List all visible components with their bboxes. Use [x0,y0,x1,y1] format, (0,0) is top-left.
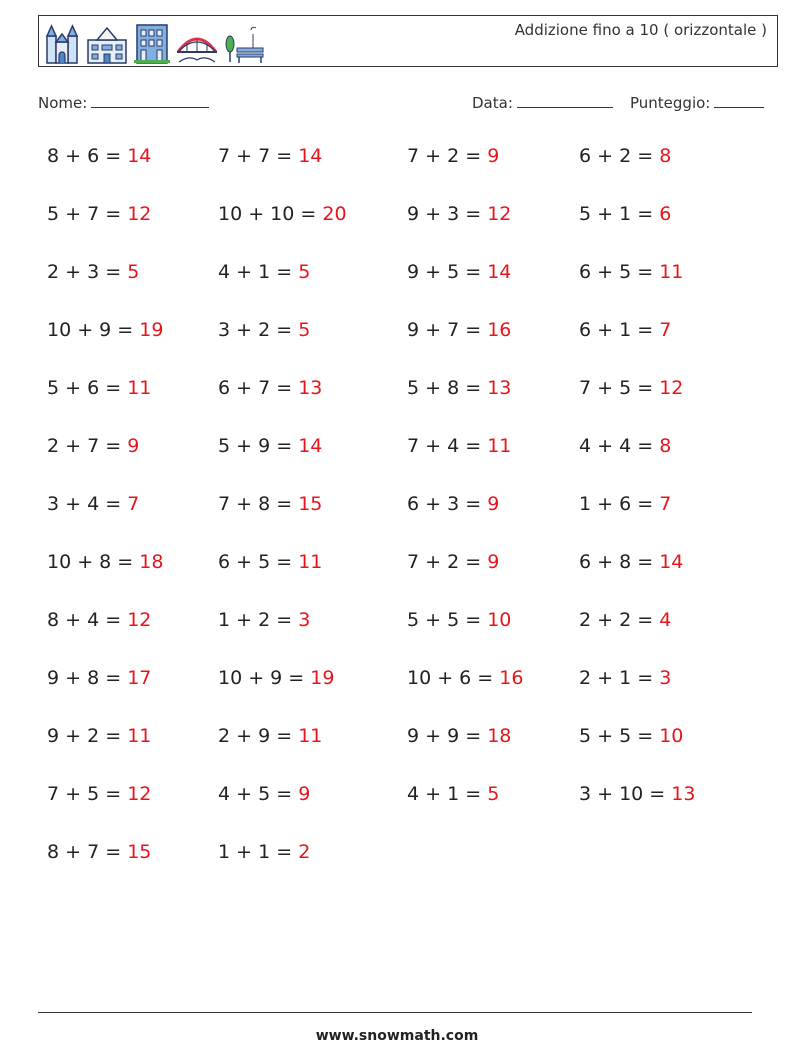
problem-answer: 5 [298,319,311,341]
apartment-building-icon [133,22,171,64]
problem-expression: 1 + 6 = [579,493,660,515]
problem-answer: 6 [659,203,672,225]
addition-problem [579,261,683,283]
problem-row [47,667,767,697]
problem-expression: 2 + 3 = [47,261,128,283]
addition-problem [579,319,671,341]
problem-answer: 16 [499,667,524,689]
problem-expression: 9 + 3 = [407,203,488,225]
problem-row [47,841,767,871]
problem-answer: 5 [127,261,140,283]
problem-answer: 9 [127,435,140,457]
problem-answer: 9 [487,145,500,167]
addition-problem [218,493,322,515]
problem-row [47,261,767,291]
problem-answer: 15 [127,841,152,863]
addition-problem [218,203,347,225]
footer-website: www.snowmath.com [315,1028,479,1044]
problem-answer: 11 [127,377,152,399]
problem-row [47,493,767,523]
problem-answer: 11 [659,261,684,283]
problem-answer: 7 [127,493,140,515]
church-icon [43,22,81,64]
problem-expression: 9 + 2 = [47,725,128,747]
addition-problem [47,319,163,341]
date-field [472,93,613,112]
addition-problem [579,145,671,167]
addition-problem [218,667,334,689]
addition-problem [407,667,523,689]
problem-expression: 2 + 2 = [579,609,660,631]
problem-answer: 5 [487,783,500,805]
problem-answer: 12 [659,377,684,399]
problem-expression: 7 + 5 = [579,377,660,399]
addition-problem [579,551,683,573]
date-label: Data: [472,94,513,112]
problem-expression: 7 + 4 = [407,435,488,457]
problem-answer: 18 [487,725,512,747]
addition-problem [579,203,671,225]
addition-problem [407,493,499,515]
problem-answer: 12 [127,203,152,225]
problem-answer: 8 [659,145,672,167]
score-label: Punteggio: [630,94,711,112]
problem-answer: 18 [139,551,164,573]
problem-expression: 7 + 8 = [218,493,299,515]
problem-row [47,319,767,349]
addition-problem [407,783,499,805]
problem-expression: 9 + 9 = [407,725,488,747]
addition-problem [407,203,511,225]
addition-problem [579,493,671,515]
problem-answer: 3 [298,609,311,631]
addition-problem [218,435,322,457]
addition-problem [47,435,139,457]
problem-expression: 1 + 2 = [218,609,299,631]
problem-answer: 13 [487,377,512,399]
problem-answer: 11 [298,551,323,573]
school-icon [85,22,129,64]
problem-answer: 17 [127,667,152,689]
addition-problem [579,609,671,631]
problem-row [47,203,767,233]
addition-problem [407,261,511,283]
addition-problem [218,609,310,631]
problem-row [47,609,767,639]
problem-answer: 7 [659,319,672,341]
problem-expression: 8 + 4 = [47,609,128,631]
park-bench-icon [223,22,267,64]
problem-expression: 6 + 7 = [218,377,299,399]
worksheet-header [38,15,778,67]
problem-answer: 7 [659,493,672,515]
problem-answer: 14 [298,435,323,457]
addition-problem [47,493,139,515]
problem-answer: 2 [298,841,311,863]
problem-expression: 6 + 5 = [579,261,660,283]
addition-problem [407,377,511,399]
problem-answer: 12 [127,783,152,805]
problem-expression: 10 + 9 = [47,319,140,341]
addition-problem [407,725,511,747]
problem-answer: 3 [659,667,672,689]
problem-row [47,783,767,813]
addition-problem [218,783,310,805]
problem-answer: 14 [127,145,152,167]
addition-problem [407,609,511,631]
addition-problem [47,609,151,631]
problem-expression: 2 + 9 = [218,725,299,747]
name-field [38,93,209,112]
problem-expression: 10 + 9 = [218,667,311,689]
addition-problem [47,145,151,167]
problem-expression: 5 + 6 = [47,377,128,399]
problem-answer: 19 [139,319,164,341]
addition-problem [407,319,511,341]
addition-problem [407,145,499,167]
problem-expression: 6 + 8 = [579,551,660,573]
problem-answer: 9 [487,551,500,573]
addition-problem [579,667,671,689]
footer-divider [38,1012,752,1013]
problem-expression: 6 + 5 = [218,551,299,573]
addition-problem [579,435,671,457]
problem-answer: 14 [298,145,323,167]
problem-expression: 3 + 10 = [579,783,672,805]
problem-expression: 4 + 4 = [579,435,660,457]
problem-answer: 12 [127,609,152,631]
addition-problem [47,203,151,225]
problem-expression: 9 + 7 = [407,319,488,341]
problem-answer: 10 [487,609,512,631]
problem-row [47,377,767,407]
problem-expression: 7 + 2 = [407,145,488,167]
problem-row [47,435,767,465]
problem-expression: 1 + 1 = [218,841,299,863]
problem-expression: 7 + 7 = [218,145,299,167]
problem-expression: 3 + 4 = [47,493,128,515]
addition-problem [218,261,310,283]
addition-problem [47,261,139,283]
problem-answer: 16 [487,319,512,341]
addition-problem [47,783,151,805]
problem-expression: 9 + 5 = [407,261,488,283]
problem-expression: 2 + 7 = [47,435,128,457]
problem-answer: 13 [298,377,323,399]
problem-answer: 5 [298,261,311,283]
problem-expression: 2 + 1 = [579,667,660,689]
problem-expression: 6 + 3 = [407,493,488,515]
worksheet-title: Addizione fino a 10 ( orizzontale ) [514,21,767,39]
addition-problem [47,377,151,399]
problem-row [47,145,767,175]
problem-answer: 11 [127,725,152,747]
addition-problem [218,319,310,341]
bridge-icon [175,22,219,64]
problem-expression: 8 + 6 = [47,145,128,167]
addition-problem [218,145,322,167]
addition-problem [47,725,151,747]
problem-expression: 5 + 9 = [218,435,299,457]
problem-answer: 9 [298,783,311,805]
addition-problem [47,667,151,689]
problem-answer: 15 [298,493,323,515]
problem-expression: 5 + 1 = [579,203,660,225]
problem-answer: 12 [487,203,512,225]
problem-answer: 9 [487,493,500,515]
problem-expression: 5 + 5 = [407,609,488,631]
problem-answer: 11 [298,725,323,747]
problem-expression: 4 + 5 = [218,783,299,805]
problem-expression: 10 + 10 = [218,203,323,225]
addition-problem [47,841,151,863]
addition-problem [218,725,322,747]
problem-expression: 6 + 2 = [579,145,660,167]
problem-expression: 7 + 5 = [47,783,128,805]
problem-answer: 11 [487,435,512,457]
problem-row [47,725,767,755]
header-icons [43,20,267,64]
problem-expression: 4 + 1 = [218,261,299,283]
addition-problem [47,551,163,573]
problem-answer: 14 [659,551,684,573]
problem-expression: 7 + 2 = [407,551,488,573]
addition-problem [218,377,322,399]
problem-answer: 13 [671,783,696,805]
addition-problem [407,551,499,573]
addition-problem [218,841,310,863]
problem-expression: 5 + 5 = [579,725,660,747]
problem-expression: 9 + 8 = [47,667,128,689]
problem-answer: 4 [659,609,672,631]
problem-answer: 20 [322,203,347,225]
date-blank-line[interactable] [517,93,613,108]
addition-problem [579,783,695,805]
problem-expression: 4 + 1 = [407,783,488,805]
problem-answer: 14 [487,261,512,283]
problem-row [47,551,767,581]
addition-problem [218,551,322,573]
problem-answer: 19 [310,667,335,689]
problem-expression: 3 + 2 = [218,319,299,341]
problem-expression: 10 + 8 = [47,551,140,573]
addition-problem [579,377,683,399]
score-field [630,93,764,112]
problem-answer: 8 [659,435,672,457]
problem-answer: 10 [659,725,684,747]
problem-expression: 6 + 1 = [579,319,660,341]
addition-problem [579,725,683,747]
problem-expression: 10 + 6 = [407,667,500,689]
problem-expression: 8 + 7 = [47,841,128,863]
name-blank-line[interactable] [91,93,209,108]
problem-expression: 5 + 8 = [407,377,488,399]
score-blank-line[interactable] [714,93,764,108]
problem-expression: 5 + 7 = [47,203,128,225]
name-label: Nome: [38,94,88,112]
addition-problem [407,435,511,457]
